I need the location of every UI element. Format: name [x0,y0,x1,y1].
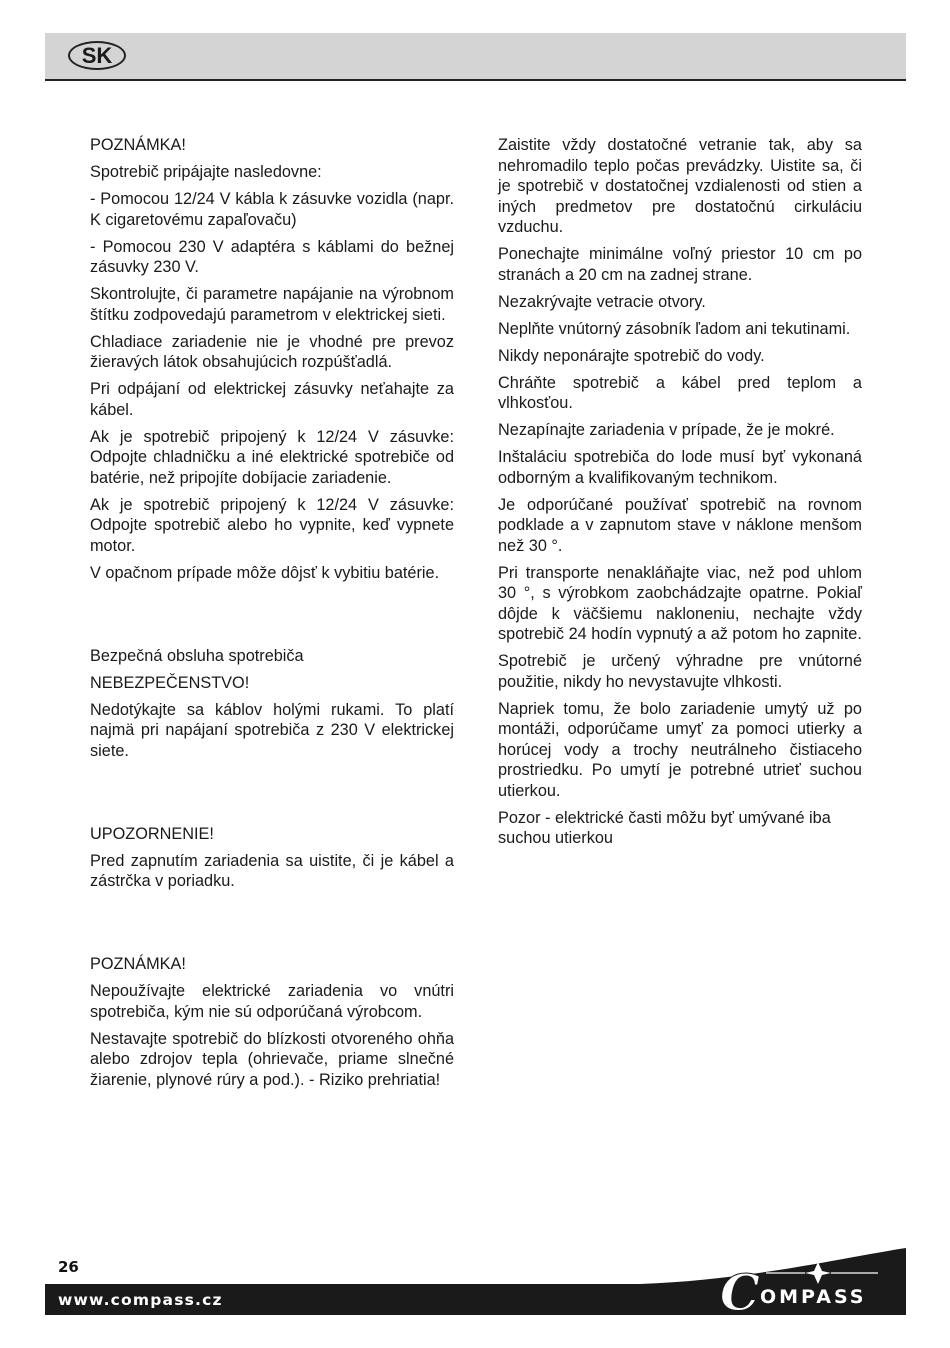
paragraph: Neplňte vnútorný zásobník ľadom ani tekutinami. [498,319,851,338]
paragraph: Chráňte spotrebič a kábel pred teplom a vlhkosťou. [498,373,862,412]
warning-heading: UPOZORNENIE! [90,824,214,843]
paragraph: Ponechajte minimálne voľný priestor 10 cm po stranách a 20 cm na zadnej strane. [498,245,862,284]
paragraph: Je odporúčané používať spotrebič na rovnom podklade a v zapnutom stave v náklone menšom než 30 °. [498,495,862,555]
note-heading: POZNÁMKA! [90,955,186,973]
spacer [90,590,454,646]
paragraph: Inštaláciu spotrebiča do lode musí byť vykonaná odborným a kvalifikovaným technikom. [498,448,862,487]
paragraph: Pri odpájaní od elektrickej zásuvky neťahajte za kábel. [90,380,454,419]
logo-wordmark: OMPASS [760,1286,867,1308]
logo-swoosh [640,1248,906,1284]
danger-heading: NEBEZPEČENSTVO! [90,673,250,692]
language-badge: SK [68,41,126,70]
section-heading: Bezpečná obsluha spotrebiča [90,646,304,665]
paragraph: Nedotýkajte sa káblov holými rukami. To platí najmä pri napájaní spotrebiča z 230 V elektrickej siete. [90,700,454,760]
paragraph: Skontrolujte, či parametre napájanie na výrobnom štítku zodpovedajú parametrom v elektrickej sieti. [90,285,454,324]
page-number: 26 [58,1258,79,1276]
paragraph: - Pomocou 230 V adaptéra s káblami do bežnej zásuvky 230 V. [90,237,454,276]
paragraph: Nezakrývajte vetracie otvory. [498,292,706,311]
spacer [90,768,454,824]
spacer [90,898,454,954]
paragraph: Ak je spotrebič pripojený k 12/24 V zásuvke: Odpojte chladničku a iné elektrické spotrebiče od batérie, než pripojíte dobíjacie zariadenie. [90,427,454,487]
paragraph: Napriek tomu, že bolo zariadenie umytý už po montáži, odporúčame umyť za pomoci utierky a horúcej vody a trochy neutrálneho čistiaceho prostriedku. Po umytí je potrebné utrieť suchou utierkou. [498,699,862,800]
paragraph: - Pomocou 12/24 V kábla k zásuvke vozidla (napr. K cigaretovému zapaľovaču) [90,190,454,229]
note-heading: POZNÁMKA! [90,136,186,154]
paragraph: Pri transporte nenakláňajte viac, než pod uhlom 30 °, s výrobkom zaobchádzajte opatrne. Pokiaľ dôjde k väčšiemu nakloneniu, nechajte vždy spotrebič 24 hodín vypnutý a až potom ho zapnite. [498,563,862,643]
paragraph: Pred zapnutím zariadenia sa uistite, či je kábel a zástrčka v poriadku. [90,851,454,890]
paragraph: Pozor - elektrické časti môžu byť umývané iba suchou utierkou [498,808,831,847]
paragraph: Nezapínajte zariadenia v prípade, že je mokré. [498,421,835,439]
right-column [498,135,862,855]
paragraph: Nestavajte spotrebič do blízkosti otvoreného ohňa alebo zdrojov tepla (ohrievače, priame slnečné žiarenie, plynové rúry a pod.). - Riziko prehriatia! [90,1029,454,1089]
paragraph: Spotrebič pripájajte nasledovne: [90,163,322,181]
footer-url[interactable]: www.compass.cz [58,1291,223,1309]
paragraph: Spotrebič je určený výhradne pre vnútorné použitie, nikdy ho nevystavujte vlhkosti. [498,652,862,691]
paragraph: Chladiace zariadenie nie je vhodné pre prevoz žieravých látok obsahujúcich rozpúšťadlá. [90,332,454,371]
paragraph: Zaistite vždy dostatočné vetranie tak, aby sa nehromadilo teplo počas prevádzky. Uistite sa, či je spotrebič v dostatočnej vzdialenosti od stien a iných predmetov pre dostatočnú cirkuláciu vzduchu. [498,136,862,236]
left-column [90,135,454,1097]
paragraph: Nepoužívajte elektrické zariadenia vo vnútri spotrebiča, kým nie sú odporúčaná výrobcom. [90,982,454,1021]
header-bar [45,33,906,81]
paragraph: Nikdy neponárajte spotrebič do vody. [498,346,765,365]
paragraph: Ak je spotrebič pripojený k 12/24 V zásuvke: Odpojte spotrebič alebo ho vypnite, keď vypnete motor. [90,495,454,555]
logo-initial: C [720,1263,760,1316]
paragraph: V opačnom prípade môže dôjsť k vybitiu batérie. [90,563,440,582]
